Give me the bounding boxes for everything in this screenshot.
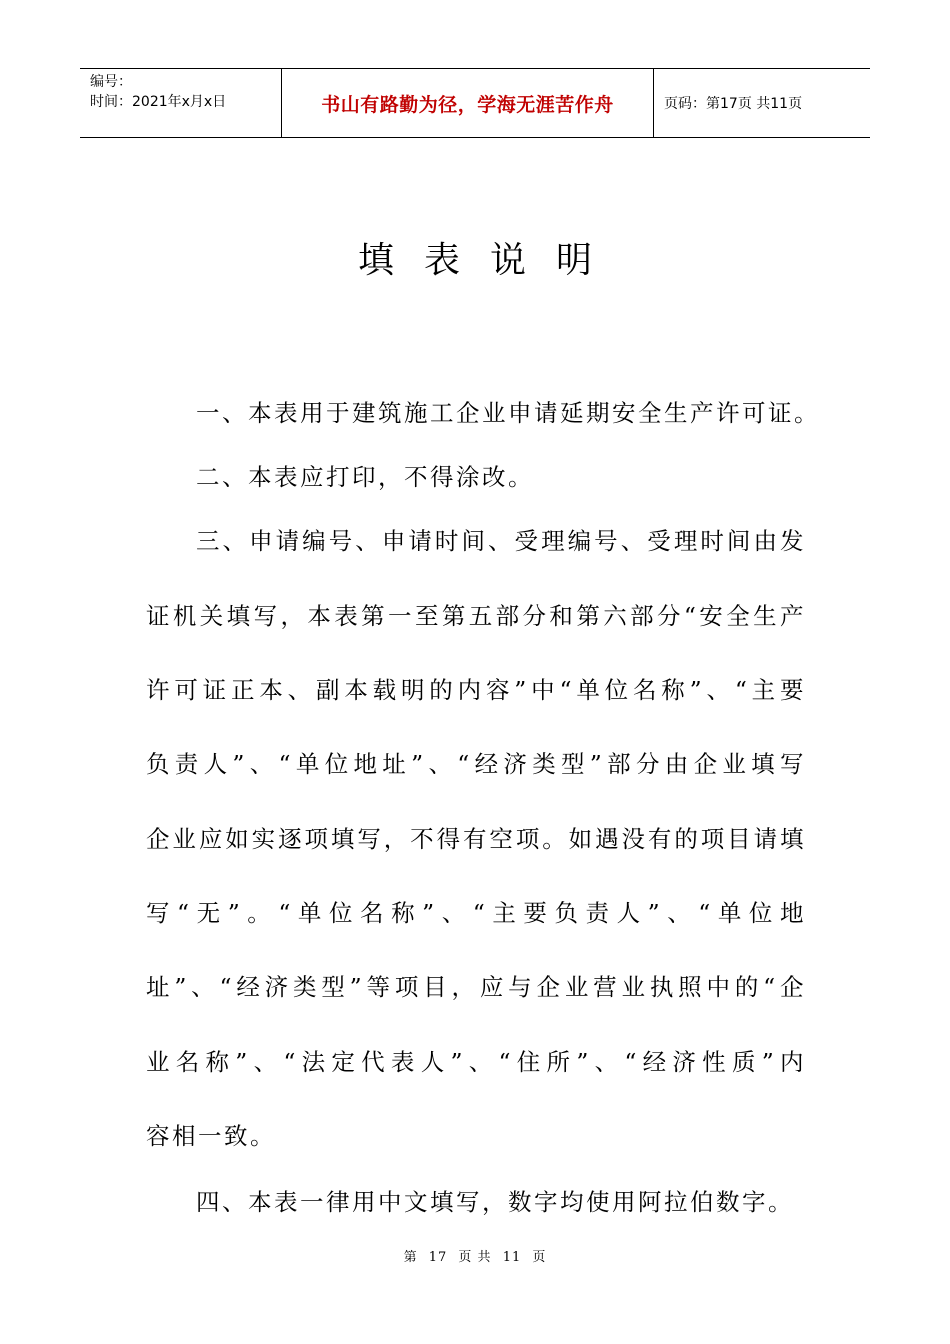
- header-page-code: 页码：第17页 共11页: [664, 96, 803, 112]
- header-meta-cell: [80, 69, 282, 137]
- paragraph-line: 许可证正本、副本载明的内容”中“单位名称”、“主要: [146, 676, 806, 704]
- paragraph-line: 负责人”、“单位地址”、“经济类型”部分由企业填写: [146, 750, 806, 778]
- paragraph-line: 址”、“经济类型”等项目，应与企业营业执照中的“企: [146, 973, 806, 1001]
- paragraph-line: 容相一致。: [146, 1122, 276, 1150]
- paragraph-line: 四、本表一律用中文填写，数字均使用阿拉伯数字。: [196, 1188, 794, 1216]
- paragraph-line: 企业应如实逐项填写，不得有空项。如遇没有的项目请填: [146, 825, 806, 853]
- paragraph-line: 业名称”、“法定代表人”、“住所”、“经济性质”内: [146, 1048, 806, 1076]
- paragraph-line: 一、本表用于建筑施工企业申请延期安全生产许可证。: [196, 399, 820, 427]
- page-header: [80, 68, 870, 138]
- footer-total-pages: 11: [502, 1250, 522, 1265]
- header-motto: 书山有路勤为径，学海无涯苦作舟: [282, 69, 654, 137]
- footer-middle: 页 共: [458, 1250, 492, 1265]
- page-footer: [0, 1246, 950, 1265]
- footer-suffix: 页: [532, 1250, 547, 1265]
- paragraph-line: 三、申请编号、申请时间、受理编号、受理时间由发: [196, 527, 806, 555]
- paragraph-line: 证机关填写，本表第一至第五部分和第六部分“安全生产: [146, 602, 806, 630]
- header-date-label: 时间：2021年x月x日: [90, 94, 227, 110]
- paragraph-line: 写“无”。“单位名称”、“主要负责人”、“单位地: [146, 899, 806, 927]
- footer-prefix: 第: [403, 1250, 418, 1265]
- footer-current-page: 17: [428, 1250, 448, 1265]
- paragraph-line: 二、本表应打印，不得涂改。: [196, 463, 534, 491]
- header-number-label: 编号：: [90, 74, 132, 90]
- document-title: 填表说明: [357, 240, 622, 281]
